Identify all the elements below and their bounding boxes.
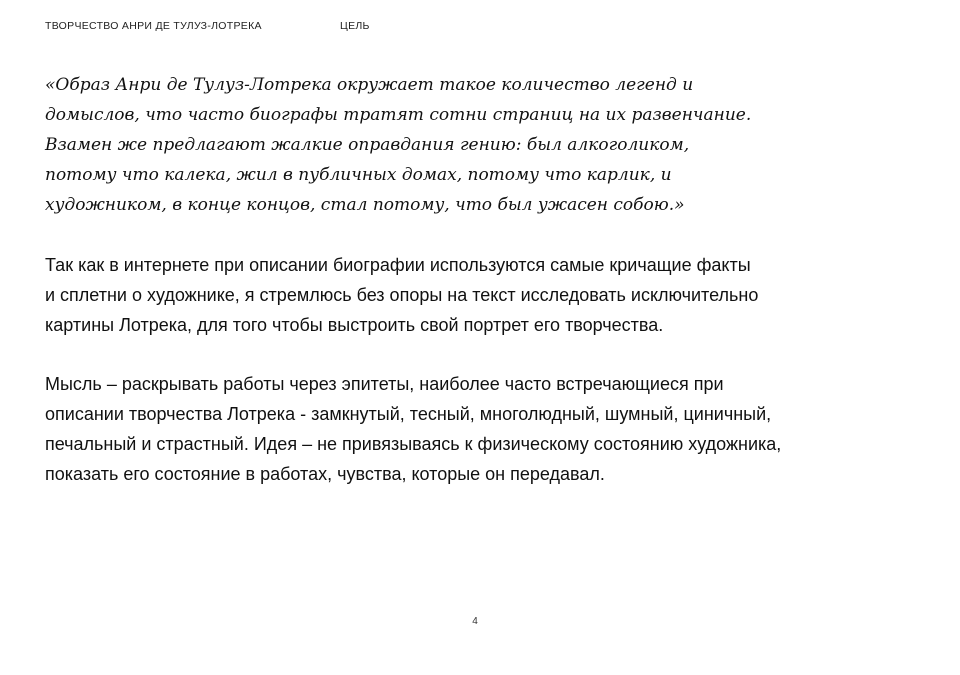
body-paragraph-1 <box>45 250 905 340</box>
quote-line: «Образ Анри де Тулуз-Лотрека окружает такое количество легенд и <box>45 75 694 95</box>
paragraph-line: картины Лотрека, для того чтобы выстроить свой портрет его творчества. <box>45 315 664 335</box>
section-title: ЦЕЛЬ <box>340 20 370 32</box>
quote-line: потому что калека, жил в публичных домах, потому что карлик, и <box>45 165 672 185</box>
page-number: 4 <box>472 616 478 627</box>
epigraph-quote <box>45 70 865 220</box>
paragraph-line: печальный и страстный. Идея – не привязываясь к физическому состоянию художника, <box>45 434 782 454</box>
quote-line: Взамен же предлагают жалкие оправдания гению: был алкоголиком, <box>45 135 690 155</box>
body-paragraph-2 <box>45 369 905 489</box>
paragraph-line: описании творчества Лотрека - замкнутый, тесный, многолюдный, шумный, циничный, <box>45 404 772 424</box>
paragraph-line: Мысль – раскрывать работы через эпитеты, наиболее часто встречающиеся при <box>45 374 724 394</box>
paragraph-line: показать его состояние в работах, чувства, которые он передавал. <box>45 464 605 484</box>
document-title: ТВОРЧЕСТВО АНРИ ДЕ ТУЛУЗ-ЛОТРЕКА <box>45 20 262 32</box>
quote-line: домыслов, что часто биографы тратят сотни страниц на их развенчание. <box>45 105 752 125</box>
quote-line: художником, в конце концов, стал потому, что был ужасен собою.» <box>45 195 685 215</box>
paragraph-line: Так как в интернете при описании биографии используются самые кричащие факты <box>45 255 751 275</box>
paragraph-line: и сплетни о художнике, я стремлюсь без опоры на текст исследовать исключительно <box>45 285 759 305</box>
